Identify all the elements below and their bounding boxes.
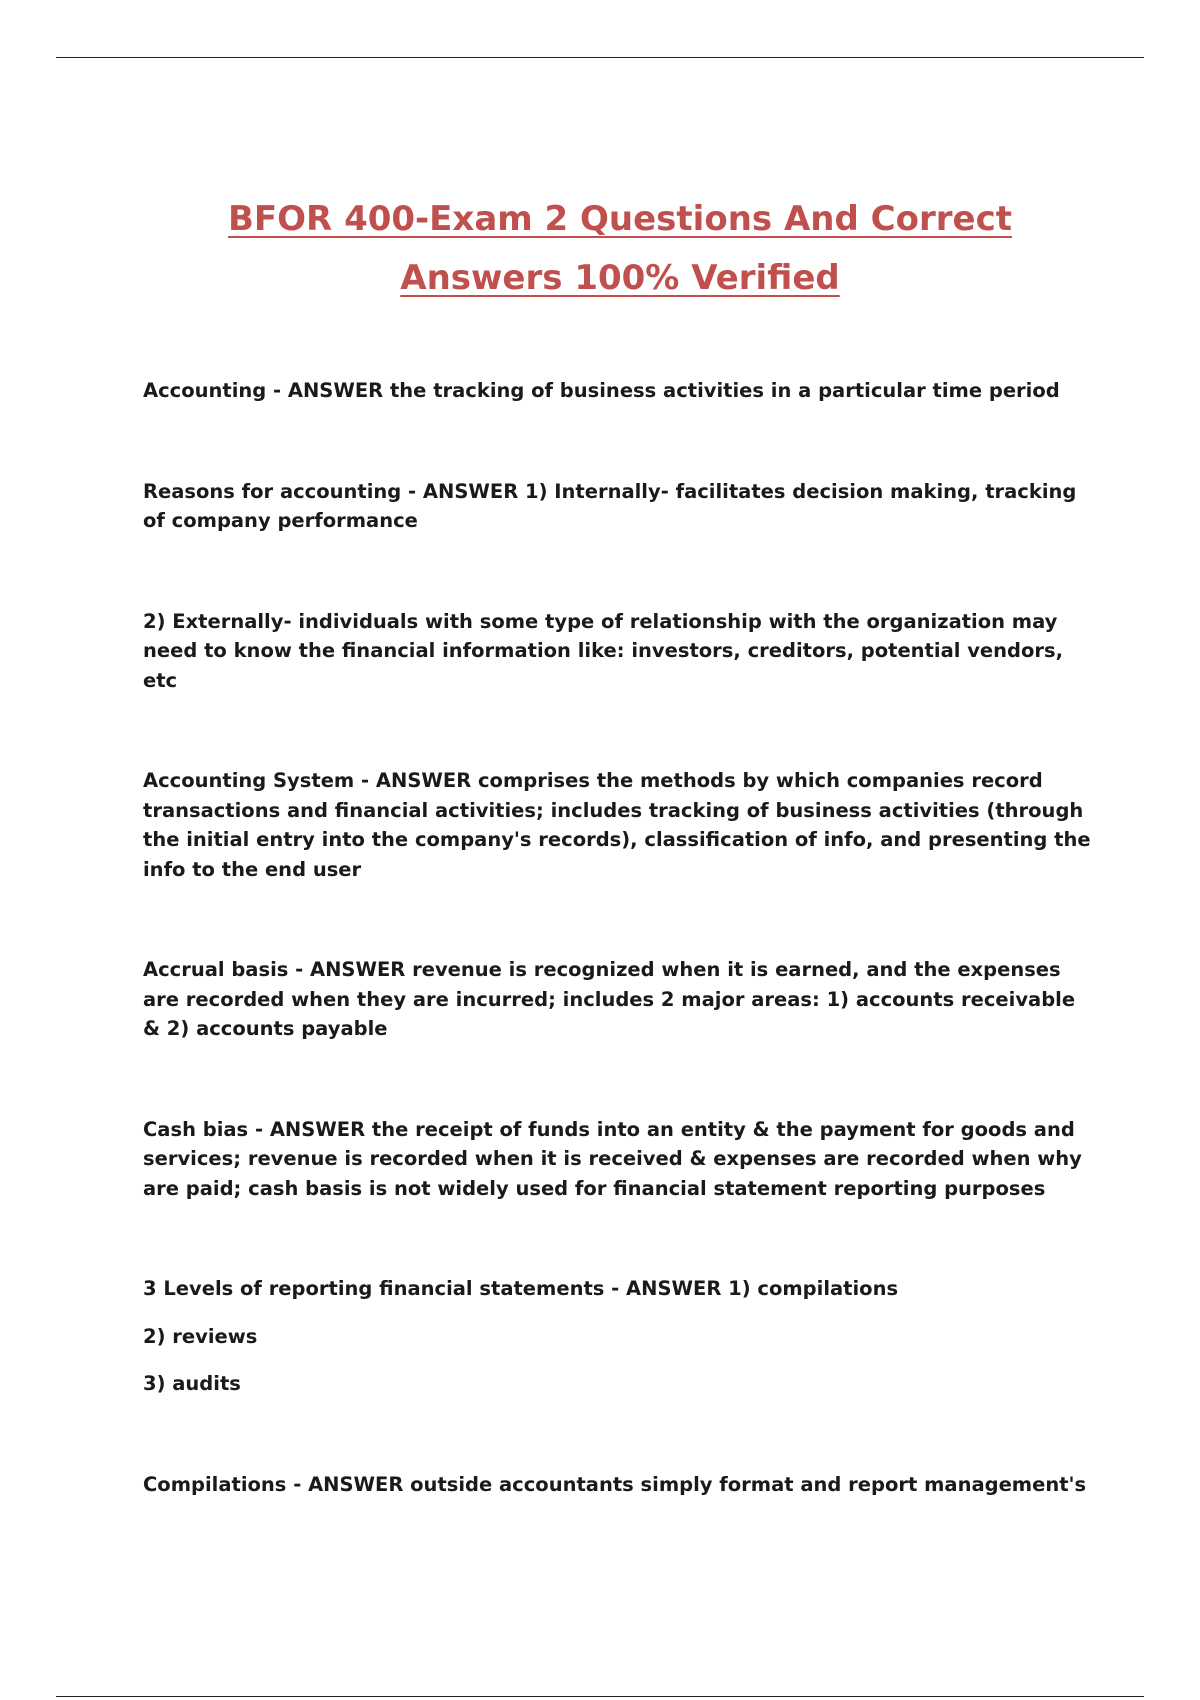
entry-cash-bias: Cash bias - ANSWER the receipt of funds into an entity & the payment for goods and services; revenue is recorded when it is received & expenses are recorded when why are paid; cash basis is not widely used for financial statement reporting purposes <box>143 1117 1082 1200</box>
entry-reviews: 2) reviews <box>143 1324 258 1348</box>
entry-accounting: Accounting - ANSWER the tracking of business activities in a particular time period <box>143 379 1060 402</box>
entry-accrual-basis: Accrual basis - ANSWER revenue is recognized when it is earned, and the expenses are recorded when they are incurred; includes 2 major areas: 1) accounts receivable & 2) accounts payable <box>143 958 1076 1040</box>
entry-reasons-for-accounting: Reasons for accounting - ANSWER 1) Internally- facilitates decision making, tracking of company performance <box>143 479 1077 532</box>
entry-accounting-system: Accounting System - ANSWER comprises the methods by which companies record transactions and financial activities; includes tracking of business activities (through the initial entry into the company's records), classification of info, and presenting the info to the end user <box>143 769 1091 881</box>
entry-audits: 3) audits <box>143 1372 241 1395</box>
entry-compilations: Compilations - ANSWER outside accountants simply format and report management's <box>143 1472 1087 1496</box>
header-rule <box>56 57 1144 58</box>
entry-levels-of-reporting: 3 Levels of reporting financial statements - ANSWER 1) compilations <box>143 1277 899 1300</box>
title-line-2: Answers 100% Verified <box>400 258 840 298</box>
document-body <box>143 376 1093 1499</box>
title-line-1: BFOR 400-Exam 2 Questions And Correct <box>228 199 1012 239</box>
document-title <box>0 190 1200 308</box>
footer-rule <box>56 1696 1144 1697</box>
entry-externally: 2) Externally- individuals with some type of relationship with the organization may need to know the financial information like: investors, creditors, potential vendors, etc <box>143 609 1064 692</box>
